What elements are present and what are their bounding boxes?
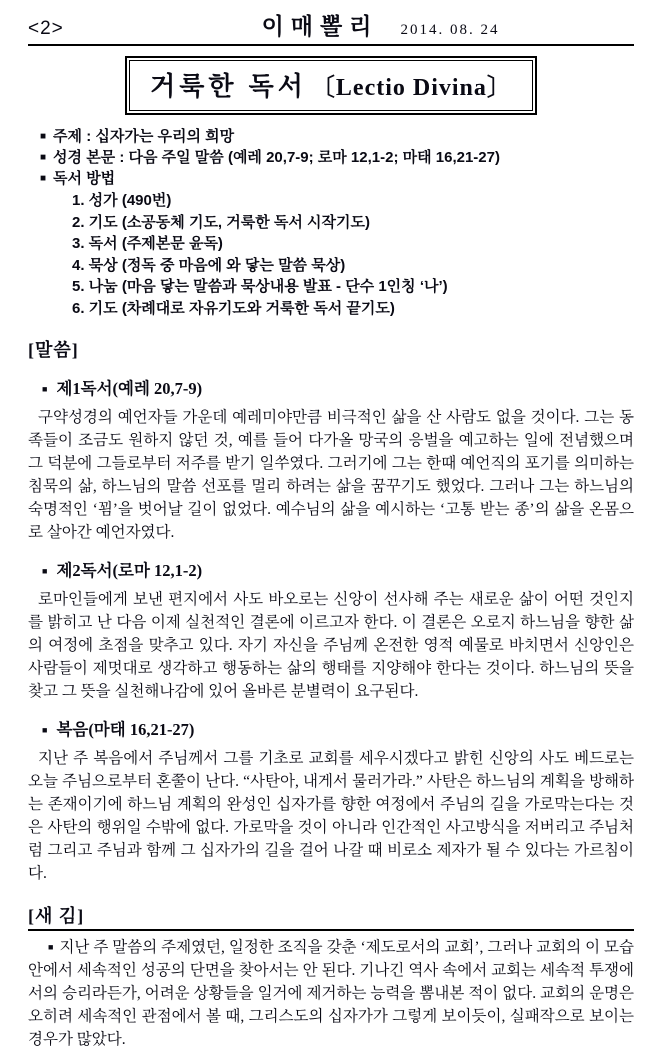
gospel-body: 지난 주 복음에서 주님께서 그를 기초로 교회를 세우시겠다고 밝힌 신앙의 사도 베드로는 오늘 주님으로부터 혼쭐이 난다. “사탄아, 내게서 물러가라.” 사탄은 하느님의 계획을 방해하는 존재이기에 하느님 계획의 완성인 십자가를 향한 여정에서 주님의 길을 가로막는다는 것은 사탄의 행위일 수밖에 없다. 가로막을 것이 아니라 인간적인 사고방식을 저버리고 주님처럼 그리고 주님과 함께 그 십자가의 길을 걸어 나갈 때 비로소 제자가 될 수 있다는 가르침이다.: [28, 750, 634, 882]
square-bullet-icon: ■: [42, 566, 48, 576]
page-header: [28, 8, 634, 41]
page-number: <2>: [28, 18, 64, 39]
method-step-5: 5. 나눔 (마음 닿는 말씀과 묵상내용 발표 - 단수 1인칭 ‘나’): [72, 278, 448, 295]
square-bullet-icon: ■: [48, 942, 54, 952]
article-title-korean: 거룩한 독서: [150, 71, 307, 101]
reading1-title: 제1독서(예레 20,7-9): [56, 379, 203, 398]
bulletin-title: 이매뽈리: [261, 13, 379, 39]
article-title-box-inner: [129, 60, 533, 111]
square-bullet-icon: ■: [40, 152, 47, 163]
reflection-body: 지난 주 말씀의 주제였던, 일정한 조직을 갖춘 ‘제도로서의 교회’, 그러나 교회의 이 모습 안에서 세속적인 성공의 단면을 찾아서는 안 된다. 기나긴 역사 속에서 교회는 세속적 투쟁에서의 승리라든가, 어려운 상황들을 일거에 제거하는 능력을 뽐내본 적이 없다. 교회의 운명은 오히려 세속적인 관점에서 볼 때, 그리스도의 십자가가 그렇게 보이듯이, 실패작으로 보이는 경우가 많았다.: [28, 939, 634, 1048]
reflection-section-heading: [새 김]: [28, 906, 85, 926]
method-steps: [72, 190, 634, 319]
article-title-latin: 〔Lectio Divina〕: [310, 75, 512, 101]
bulletin-date: 2014. 08. 24: [400, 22, 500, 38]
scripture-label: 성경 본문 : 다음 주일 말씀 (예레 20,7-9; 로마 12,1-2; 마태 16,21-27): [53, 149, 500, 166]
square-bullet-icon: ■: [42, 384, 48, 394]
method-step-1: 1. 성가 (490번): [72, 192, 172, 209]
square-bullet-icon: ■: [40, 173, 47, 184]
topic-line: [40, 126, 634, 147]
reading2-title: 제2독서(로마 12,1-2): [56, 561, 203, 580]
method-step-6: 6. 기도 (차례대로 자유기도와 거룩한 독서 끝기도): [72, 299, 395, 317]
square-bullet-icon: ■: [40, 131, 47, 142]
intro-list: [40, 126, 634, 319]
method-step-3: 3. 독서 (주제본문 윤독): [72, 235, 223, 252]
method-step-2: 2. 기도 (소공동체 기도, 거룩한 독서 시작기도): [72, 213, 371, 231]
reading2-body: 로마인들에게 보낸 편지에서 사도 바오로는 신앙이 선사해 주는 새로운 삶이 어떤 것인지를 밝히고 난 다음 이제 실천적인 결론에 이르고자 한다. 이 결론은 오로지 하느님을 향한 삶의 여정에 초점을 맞추고 있다. 자기 자신을 주님께 온전한 영적 예물로 바치면서 신앙인은 사람들이 제멋대로 생각하고 행동하는 삶의 행태를 지양해야 한다는 것이다. 하느님의 뜻을 찾고 그 뜻을 실천해나감에 있어 올바른 분별력이 요구된다.: [28, 591, 634, 700]
method-step-4: 4. 묵상 (정독 중 마음에 와 닿는 말씀 묵상): [72, 256, 346, 274]
method-label: 독서 방법: [53, 170, 116, 187]
gospel-heading: [42, 716, 634, 740]
reading2-heading: [42, 557, 634, 581]
scripture-line: [40, 147, 634, 168]
gospel-title: 복음(마태 16,21-27): [56, 720, 195, 739]
word-section-heading: [말씀]: [28, 340, 79, 360]
reflection-body-paragraph: [28, 936, 634, 1051]
article-title-box: [125, 56, 537, 115]
header-divider: [28, 44, 634, 46]
square-bullet-icon: ■: [42, 725, 48, 735]
method-line: [40, 168, 634, 189]
topic-label: 주제 : 십자가는 우리의 희망: [53, 128, 235, 145]
reading1-body: 구약성경의 예언자들 가운데 예레미야만큼 비극적인 삶을 산 사람도 없을 것이다. 그는 동족들이 조금도 원하지 않던 것, 예를 들어 다가올 망국의 응벌을 예고하는 일에 전념했으며 그 덕분에 그들로부터 저주를 받기 일쑤였다. 그러기에 그는 한때 예언직의 포기를 의미하는 침묵의 삶, 하느님의 말씀 선포를 멀리 하려는 삶을 꿈꾸기도 했었다. 그러나 그는 하느님의 숙명적인 ‘꾐’을 벗어날 길이 없었다. 예수님의 삶을 예시하는 ‘고통 받는 종’의 삶을 온몸으로 살아간 예언자였다.: [28, 409, 634, 541]
reading1-heading: [42, 375, 634, 399]
footer-divider: [28, 929, 634, 931]
